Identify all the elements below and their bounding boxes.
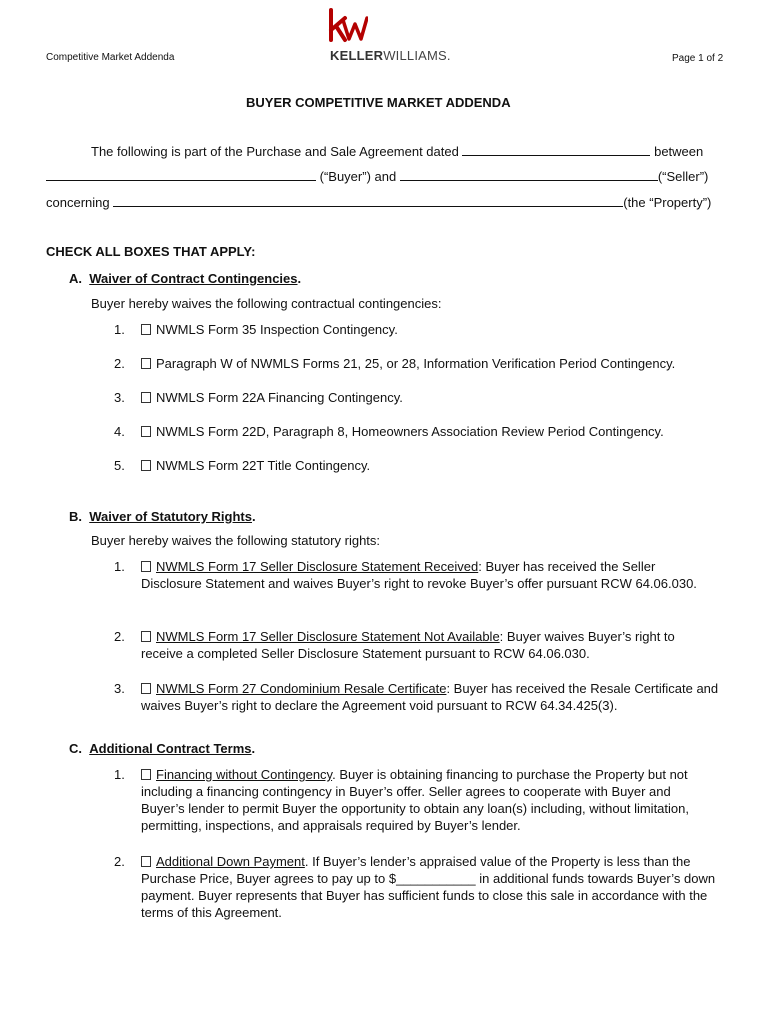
check-all-heading: CHECK ALL BOXES THAT APPLY:	[46, 244, 256, 259]
list-number: 1.	[114, 559, 125, 574]
date-field[interactable]	[462, 143, 650, 156]
header-left-text: Competitive Market Addenda	[46, 52, 175, 63]
checkbox[interactable]	[141, 324, 151, 335]
list-number: 1.	[114, 322, 125, 337]
list-number: 1.	[114, 767, 125, 782]
list-number: 3.	[114, 390, 125, 405]
list-item: Additional Down Payment. If Buyer’s lender’s appraised value of the Property is less than the Purchase Price, Buyer agrees to pay up to $___________ in additional funds towards Buyer’s down payment. Buyer represents that Buyer has sufficient funds to close this sale in accordance with the terms of this Agreement.	[141, 854, 716, 920]
checkbox[interactable]	[141, 358, 151, 369]
list-number: 4.	[114, 424, 125, 439]
intro-line-3: concerning (the “Property”)	[46, 195, 712, 210]
list-item: NWMLS Form 17 Seller Disclosure Statement Received: Buyer has received the Seller Disclosure Statement and waives Buyer’s right to revoke Buyer’s offer pursuant RCW 64.06.030.	[141, 559, 697, 591]
list-item: NWMLS Form 22D, Paragraph 8, Homeowners Association Review Period Contingency.	[141, 424, 664, 439]
list-item: NWMLS Form 22T Title Contingency.	[141, 458, 370, 473]
list-item: NWMLS Form 17 Seller Disclosure Statement Not Available: Buyer waives Buyer’s right to receive a completed Seller Disclosure Statement pursuant to RCW 64.06.030.	[141, 629, 675, 661]
kw-logo-icon	[328, 6, 368, 46]
list-number: 5.	[114, 458, 125, 473]
checkbox[interactable]	[141, 683, 151, 694]
checkbox[interactable]	[141, 856, 151, 867]
section-a-heading: A. Waiver of Contract Contingencies.	[69, 271, 302, 286]
list-item: Financing without Contingency. Buyer is obtaining financing to purchase the Property but not including a financing contingency in Buyer’s offer. Seller agrees to cooperate with Buyer and Buyer’s lender to permit Buyer the opportunity to obtain any loan(s) including, without limitation, permitting, inspections, and appraisals required by Buyer’s lender.	[141, 767, 689, 833]
checkbox[interactable]	[141, 769, 151, 780]
intro-line-2: (“Buyer”) and (“Seller”)	[46, 168, 708, 184]
list-item: NWMLS Form 22A Financing Contingency.	[141, 390, 403, 405]
checkbox[interactable]	[141, 392, 151, 403]
page-number: Page 1 of 2	[672, 53, 724, 64]
amount-field[interactable]: ___________	[396, 871, 476, 886]
buyer-field[interactable]	[46, 168, 316, 181]
intro-line-1: The following is part of the Purchase and Sale Agreement dated between	[91, 144, 704, 159]
checkbox[interactable]	[141, 460, 151, 471]
list-number: 2.	[114, 854, 125, 869]
list-item: Paragraph W of NWMLS Forms 21, 25, or 28, Information Verification Period Contingency.	[141, 356, 675, 371]
section-b-heading: B. Waiver of Statutory Rights.	[69, 509, 256, 524]
property-field[interactable]	[113, 194, 623, 207]
checkbox[interactable]	[141, 631, 151, 642]
list-number: 2.	[114, 356, 125, 371]
checkbox[interactable]	[141, 561, 151, 572]
document-title: BUYER COMPETITIVE MARKET ADDENDA	[246, 95, 511, 110]
logo-wordmark: KELLERWILLIAMS.	[330, 48, 451, 63]
section-c-heading: C. Additional Contract Terms.	[69, 741, 256, 756]
checkbox[interactable]	[141, 426, 151, 437]
seller-field[interactable]	[400, 168, 658, 181]
section-b-intro: Buyer hereby waives the following statutory rights:	[91, 533, 381, 548]
list-item: NWMLS Form 35 Inspection Contingency.	[141, 322, 398, 337]
list-number: 2.	[114, 629, 125, 644]
list-item: NWMLS Form 27 Condominium Resale Certificate: Buyer has received the Resale Certificate and waives Buyer’s right to declare the Agreement void pursuant to RCW 64.34.425(3).	[141, 681, 719, 713]
list-number: 3.	[114, 681, 125, 696]
section-a-intro: Buyer hereby waives the following contractual contingencies:	[91, 296, 442, 311]
